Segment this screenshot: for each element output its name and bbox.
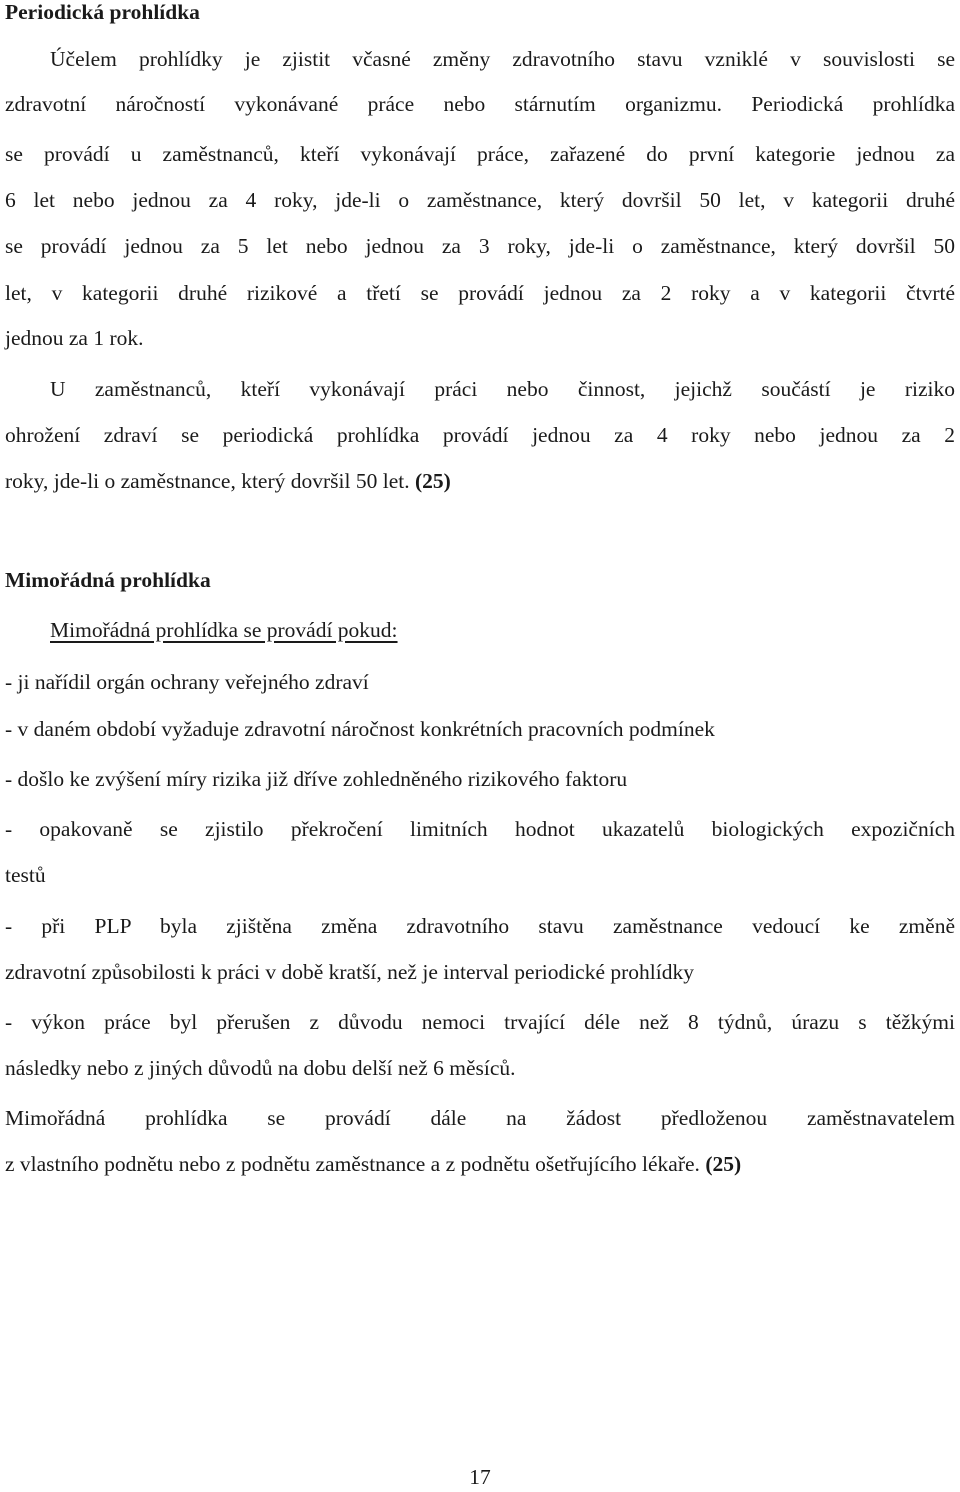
list-item: - výkon práce byl přerušen z důvodu nemoci trvající déle než 8 týdnů, úrazu s těžkými xyxy=(5,1010,955,1034)
citation: (25) xyxy=(705,1152,742,1176)
paragraph-line-with-citation xyxy=(5,466,955,496)
paragraph-line: ohrožení zdraví se periodická prohlídka provádí jednou za 4 roky nebo jednou za 2 xyxy=(5,423,955,447)
list-item-continuation: zdravotní způsobilosti k práci v době kratší, než je interval periodické prohlídky xyxy=(5,960,694,984)
section-heading-mimoradna: Mimořádná prohlídka xyxy=(5,568,211,592)
paragraph-line: se provádí u zaměstnanců, kteří vykonávají práce, zařazené do první kategorie jednou za xyxy=(5,142,955,166)
list-item: - při PLP byla zjištěna změna zdravotního stavu zaměstnance vedoucí ke změně xyxy=(5,914,955,938)
paragraph-line: U zaměstnanců, kteří vykonávají práci nebo činnost, jejichž součástí je riziko xyxy=(50,377,955,401)
paragraph-line: jednou za 1 rok. xyxy=(5,326,144,350)
page-number: 17 xyxy=(469,1465,491,1489)
list-item-continuation: následky nebo z jiných důvodů na dobu delší než 6 měsíců. xyxy=(5,1056,516,1080)
paragraph-line: se provádí jednou za 5 let nebo jednou za 3 roky, jde-li o zaměstnance, který dovršil 50 xyxy=(5,234,955,258)
paragraph-line: let, v kategorii druhé rizikové a třetí se provádí jednou za 2 roky a v kategorii čtvrté xyxy=(5,281,955,305)
paragraph-line: Mimořádná prohlídka se provádí dále na žádost předloženou zaměstnavatelem xyxy=(5,1106,955,1130)
list-item: - opakovaně se zjistilo překročení limitních hodnot ukazatelů biologických expozičních xyxy=(5,817,955,841)
paragraph-line: Účelem prohlídky je zjistit včasné změny zdravotního stavu vzniklé v souvislosti se xyxy=(50,47,955,71)
list-item: - došlo ke zvýšení míry rizika již dříve zohledněného rizikového faktoru xyxy=(5,767,628,791)
paragraph-text: z vlastního podnětu nebo z podnětu zaměstnance a z podnětu ošetřujícího lékaře. xyxy=(5,1152,700,1176)
citation: (25) xyxy=(414,469,451,493)
section-heading-periodicka: Periodická prohlídka xyxy=(5,0,200,24)
paragraph-line: zdravotní náročností vykonávané práce nebo stárnutím organizmu. Periodická prohlídka xyxy=(5,92,955,116)
list-item-continuation: testů xyxy=(5,863,46,887)
subheading: Mimořádná prohlídka se provádí pokud: xyxy=(50,618,398,642)
paragraph-line: 6 let nebo jednou za 4 roky, jde-li o zaměstnance, který dovršil 50 let, v kategorii druhé xyxy=(5,188,955,212)
paragraph-line-with-citation xyxy=(5,1149,955,1179)
list-item: - ji nařídil orgán ochrany veřejného zdraví xyxy=(5,670,369,694)
paragraph-text: roky, jde-li o zaměstnance, který dovršil 50 let. xyxy=(5,469,410,493)
list-item: - v daném období vyžaduje zdravotní náročnost konkrétních pracovních podmínek xyxy=(5,717,715,741)
